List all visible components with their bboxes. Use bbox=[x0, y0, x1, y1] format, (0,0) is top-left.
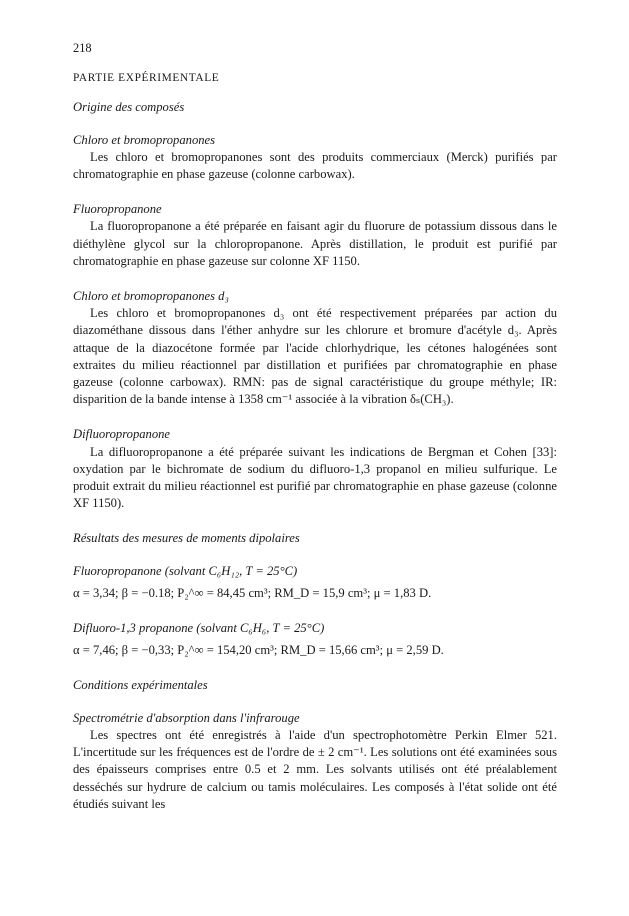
measurement-difluoropropanone bbox=[73, 620, 557, 659]
block-difluoropropanone bbox=[73, 426, 557, 512]
section-title-conditions: Conditions expérimentales bbox=[73, 678, 208, 693]
block-ir-spectrometry bbox=[73, 710, 557, 813]
section-title-origin: Origine des composés bbox=[73, 100, 185, 115]
block-paragraph: La fluoropropanone a été préparée en faisant agir du fluorure de potassium dissous dans le diéthylène glycol sur la chloropropanone. Après distillation, le produit est purifié par chromatographie en phase gazeuse sur colonne XF 1150. bbox=[73, 219, 557, 268]
page-number: 218 bbox=[73, 41, 92, 55]
measurement-values: α = 3,34; β = −0.18; P₂^∞ = 84,45 cm³; RM_D = 15,9 cm³; μ = 1,83 D. bbox=[73, 585, 432, 600]
block-heading: Spectrométrie d'absorption dans l'infrarouge bbox=[73, 710, 300, 725]
running-head: PARTIE EXPÉRIMENTALE bbox=[73, 72, 220, 85]
block-heading: Chloro et bromopropanones d₃ bbox=[73, 289, 229, 304]
block-paragraph: Les spectres ont été enregistrés à l'aide d'un spectrophotomètre Perkin Elmer 521. L'incertitude sur les fréquences est de l'ordre de ± 2 cm⁻¹. Les solutions ont été examinées sous des épaisseurs comprises entre 0.5 et 2 mm. Les solvants utilisés ont été préalablement desséchés sur hydrure de calcium ou tamis moléculaires. Les composés à l'état solide ont été étudiés suivant les bbox=[73, 727, 557, 811]
block-paragraph: Les chloro et bromopropanones sont des produits commerciaux (Merck) purifiés par chromatographie en phase gazeuse (colonne carbowax). bbox=[73, 149, 557, 182]
block-chloro-bromo-d3 bbox=[73, 288, 557, 408]
block-heading: Difluoropropanone bbox=[73, 427, 171, 442]
block-paragraph: Les chloro et bromopropanones d₃ ont été respectivement préparées par action du diazométhane dissous dans l'éther anhydre sur les chlorure et bromure d'acétyle d₃. Après attaque de la diazocétone formée par l'acide chlorhydrique, les cétones halogénées sont extraites du milieu réactionnel par distillation et purifiées par chromatographie en phase gazeuse (colonne carbowax). RMN: pas de signal caractéristique du groupe méthyle; IR: disparition de la bande intense à 1358 cm⁻¹ associée à la vibration δₛ(CH₃). bbox=[73, 306, 557, 407]
document-page bbox=[73, 40, 557, 813]
block-paragraph: La difluoropropanone a été préparée suivant les indications de Bergman et Cohen [33]: oxydation par le bichromate de sodium du difluoro-1,3 propanol en milieu sulfurique. Le produit extrait du milieu réactionnel est purifié par chromatographie en phase gazeuse (colonne XF 1150). bbox=[73, 444, 557, 511]
measurement-heading: Fluoropropanone (solvant C₆H₁₂, T = 25°C) bbox=[73, 563, 298, 578]
block-chloro-bromo bbox=[73, 132, 557, 184]
section-title-results: Résultats des mesures de moments dipolaires bbox=[73, 531, 300, 546]
measurement-values: α = 7,46; β = −0,33; P₂^∞ = 154,20 cm³; RM_D = 15,66 cm³; μ = 2,59 D. bbox=[73, 643, 444, 658]
block-heading: Chloro et bromopropanones bbox=[73, 132, 216, 147]
measurement-heading: Difluoro-1,3 propanone (solvant C₆H₆, T = 25°C) bbox=[73, 621, 325, 636]
measurement-fluoropropanone bbox=[73, 563, 557, 602]
block-fluoropropanone bbox=[73, 201, 557, 270]
block-heading: Fluoropropanone bbox=[73, 202, 162, 217]
